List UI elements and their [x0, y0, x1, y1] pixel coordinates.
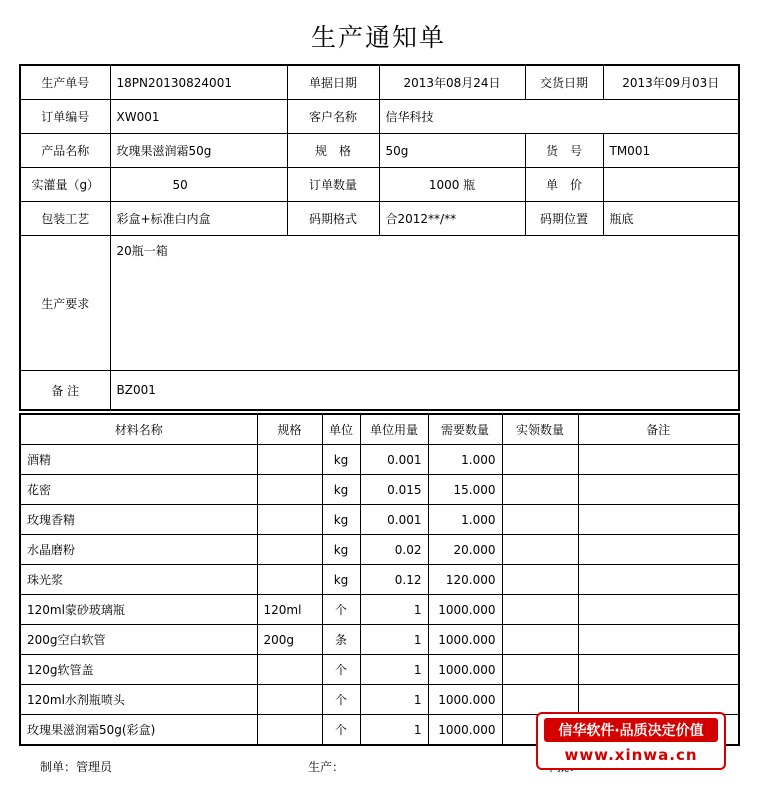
- col-header: 规格: [257, 414, 322, 445]
- footer-production: 生产：: [308, 760, 345, 774]
- material-name: 120g软管盖: [20, 655, 257, 685]
- page-title: 生产通知单: [310, 23, 446, 52]
- material-spec: [257, 505, 322, 535]
- production-no: 18PN20130824001: [110, 65, 287, 100]
- material-spec: 120ml: [257, 595, 322, 625]
- material-name: 水晶磨粉: [20, 535, 257, 565]
- material-unit: 个: [322, 655, 360, 685]
- watermark-url: www.xinwa.cn: [564, 746, 698, 764]
- header-row: [20, 202, 739, 236]
- material-usage: 0.015: [360, 475, 428, 505]
- material-usage: 0.001: [360, 505, 428, 535]
- remarks-text: BZ001: [110, 371, 739, 411]
- col-header: 材料名称: [20, 414, 257, 445]
- table-row: [20, 685, 739, 715]
- material-unit: 条: [322, 625, 360, 655]
- material-note: [578, 505, 739, 535]
- code-format: 合2012**/**: [379, 202, 525, 236]
- material-name: 120ml蒙砂玻璃瓶: [20, 595, 257, 625]
- label-product-name: 产品名称: [20, 134, 110, 168]
- material-qty: 1000.000: [428, 595, 502, 625]
- material-unit: 个: [322, 595, 360, 625]
- material-qty: 20.000: [428, 535, 502, 565]
- header-row: [20, 371, 739, 411]
- material-unit: kg: [322, 565, 360, 595]
- table-row: [20, 595, 739, 625]
- material-spec: [257, 445, 322, 475]
- material-unit: kg: [322, 535, 360, 565]
- material-qty: 1.000: [428, 445, 502, 475]
- table-row: [20, 445, 739, 475]
- material-spec: [257, 655, 322, 685]
- material-note: [578, 655, 739, 685]
- header-row: [20, 65, 739, 100]
- material-name: 200g空白软管: [20, 625, 257, 655]
- material-received: [502, 625, 578, 655]
- footer-maker: 制单：管理员: [40, 760, 113, 774]
- material-note: [578, 475, 739, 505]
- label-item-no: 货 号: [525, 134, 603, 168]
- label-packaging: 包装工艺: [20, 202, 110, 236]
- material-spec: [257, 715, 322, 746]
- table-row: [20, 475, 739, 505]
- material-usage: 0.001: [360, 445, 428, 475]
- watermark-slogan: 信华软件·品质决定价值: [544, 718, 718, 742]
- material-qty: 1000.000: [428, 715, 502, 746]
- fill-amount: 50: [110, 168, 287, 202]
- label-code-position: 码期位置: [525, 202, 603, 236]
- material-name: 酒精: [20, 445, 257, 475]
- order-header-table: [19, 64, 740, 411]
- material-note: [578, 685, 739, 715]
- label-customer: 客户名称: [287, 100, 379, 134]
- material-received: [502, 505, 578, 535]
- label-order-qty: 订单数量: [287, 168, 379, 202]
- table-row: [20, 565, 739, 595]
- material-qty: 1000.000: [428, 625, 502, 655]
- material-note: [578, 565, 739, 595]
- materials-table: [19, 413, 740, 746]
- label-delivery-date: 交货日期: [525, 65, 603, 100]
- label-requirements: 生产要求: [20, 236, 110, 371]
- material-spec: [257, 685, 322, 715]
- requirements-text: 20瓶一箱: [110, 236, 739, 371]
- material-spec: 200g: [257, 625, 322, 655]
- material-note: [578, 625, 739, 655]
- material-name: 花密: [20, 475, 257, 505]
- label-production-no: 生产单号: [20, 65, 110, 100]
- header-row: [20, 100, 739, 134]
- material-usage: 0.12: [360, 565, 428, 595]
- material-name: 珠光浆: [20, 565, 257, 595]
- label-remarks: 备 注: [20, 371, 110, 411]
- label-unit-price: 单 价: [525, 168, 603, 202]
- material-name: 玫瑰果滋润霜50g(彩盒): [20, 715, 257, 746]
- table-row: [20, 625, 739, 655]
- col-header: 单位用量: [360, 414, 428, 445]
- material-received: [502, 535, 578, 565]
- material-unit: 个: [322, 715, 360, 746]
- material-name: 玫瑰香精: [20, 505, 257, 535]
- material-received: [502, 475, 578, 505]
- material-received: [502, 445, 578, 475]
- material-usage: 1: [360, 715, 428, 746]
- material-received: [502, 685, 578, 715]
- label-order-no: 订单编号: [20, 100, 110, 134]
- material-usage: 0.02: [360, 535, 428, 565]
- col-header: 需要数量: [428, 414, 502, 445]
- material-usage: 1: [360, 655, 428, 685]
- col-header: 单位: [322, 414, 360, 445]
- material-usage: 1: [360, 685, 428, 715]
- col-header: 实领数量: [502, 414, 578, 445]
- col-header: 备注: [578, 414, 739, 445]
- material-name: 120ml水剂瓶喷头: [20, 685, 257, 715]
- material-usage: 1: [360, 625, 428, 655]
- material-unit: kg: [322, 505, 360, 535]
- material-qty: 1000.000: [428, 655, 502, 685]
- order-no: XW001: [110, 100, 287, 134]
- label-doc-date: 单据日期: [287, 65, 379, 100]
- header-row: [20, 134, 739, 168]
- customer-name: 信华科技: [379, 100, 739, 134]
- material-qty: 1.000: [428, 505, 502, 535]
- material-spec: [257, 535, 322, 565]
- packaging: 彩盒+标准白内盒: [110, 202, 287, 236]
- material-unit: kg: [322, 475, 360, 505]
- material-qty: 15.000: [428, 475, 502, 505]
- item-no: TM001: [603, 134, 739, 168]
- doc-date: 2013年08月24日: [379, 65, 525, 100]
- header-row: [20, 168, 739, 202]
- material-received: [502, 595, 578, 625]
- product-spec: 50g: [379, 134, 525, 168]
- header-row: [20, 236, 739, 371]
- material-unit: 个: [322, 685, 360, 715]
- material-note: [578, 445, 739, 475]
- table-row: [20, 655, 739, 685]
- material-received: [502, 655, 578, 685]
- watermark-badge: [536, 712, 726, 770]
- material-spec: [257, 475, 322, 505]
- label-code-format: 码期格式: [287, 202, 379, 236]
- code-position: 瓶底: [603, 202, 739, 236]
- delivery-date: 2013年09月03日: [603, 65, 739, 100]
- label-fill-amount: 实灌量（g）: [20, 168, 110, 202]
- material-qty: 1000.000: [428, 685, 502, 715]
- table-row: [20, 505, 739, 535]
- material-note: [578, 535, 739, 565]
- label-spec: 规 格: [287, 134, 379, 168]
- material-spec: [257, 565, 322, 595]
- materials-body: [20, 445, 739, 746]
- table-row: [20, 535, 739, 565]
- material-qty: 120.000: [428, 565, 502, 595]
- order-qty: 1000 瓶: [379, 168, 525, 202]
- material-received: [502, 565, 578, 595]
- material-note: [578, 595, 739, 625]
- material-usage: 1: [360, 595, 428, 625]
- unit-price: [603, 168, 739, 202]
- material-unit: kg: [322, 445, 360, 475]
- product-name: 玫瑰果滋润霜50g: [110, 134, 287, 168]
- materials-header-row: [20, 414, 739, 445]
